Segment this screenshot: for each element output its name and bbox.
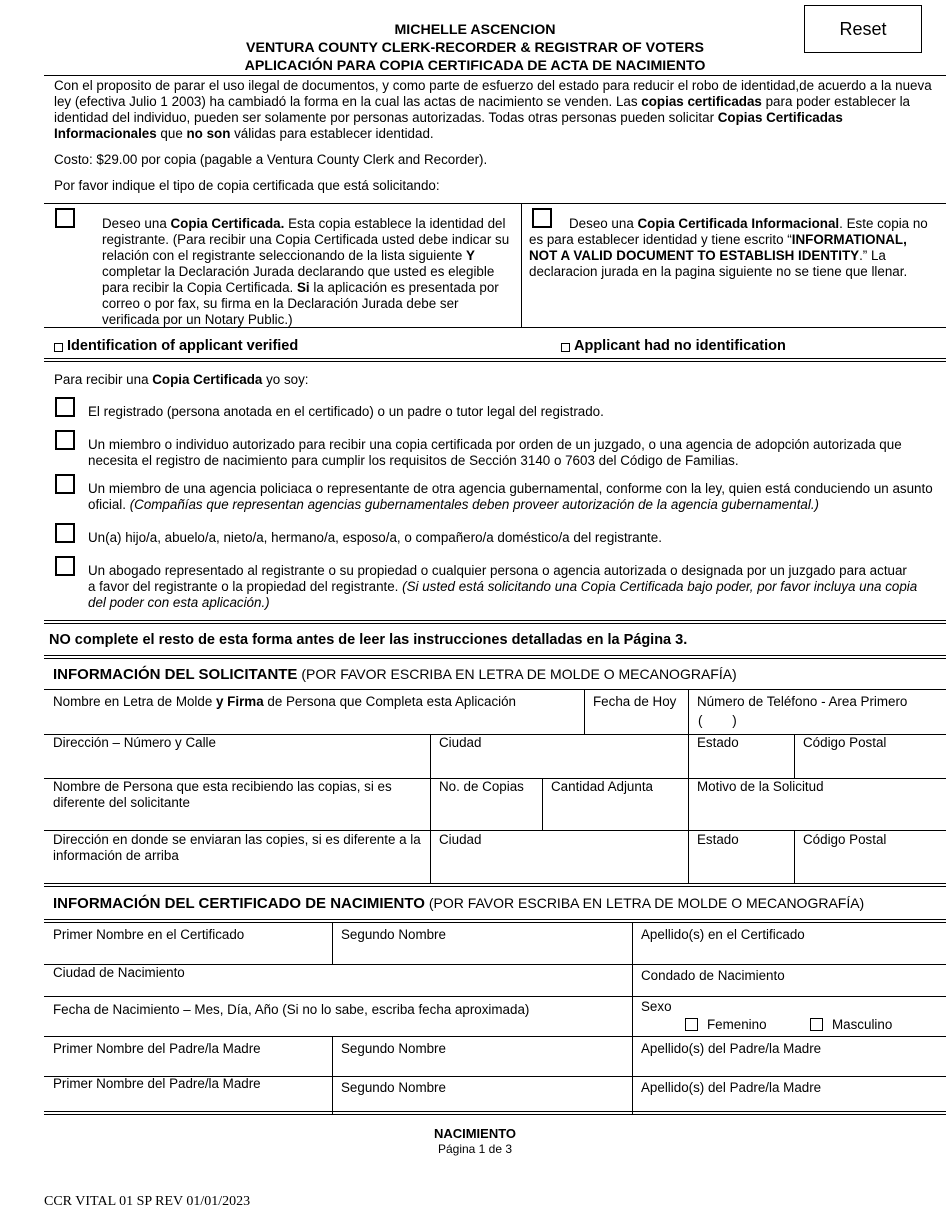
divider: [794, 830, 795, 883]
divider: [44, 1111, 946, 1112]
certified-copy-checkbox[interactable]: [55, 208, 75, 228]
applicant-section-title: INFORMACIÓN DEL SOLICITANTE (POR FAVOR ESCRIBA EN LETRA DE MOLDE O MECANOGRAFÍA): [53, 666, 737, 683]
form-code: CCR VITAL 01 SP REV 01/01/2023: [44, 1194, 251, 1209]
divider: [430, 734, 431, 883]
divider: [44, 658, 946, 659]
amount-label: Cantidad Adjunta: [551, 779, 653, 794]
relationship-attorney-checkbox[interactable]: [55, 556, 75, 576]
birth-county-label: Condado de Nacimiento: [641, 968, 785, 983]
divider: [44, 358, 946, 359]
male-checkbox[interactable]: [810, 1018, 823, 1031]
state-label: Estado: [697, 735, 739, 750]
form-title: APLICACIÓN PARA COPIA CERTIFICADA DE ACTA DE NACIMIENTO: [244, 58, 706, 74]
last-name-label: Apellido(s) en el Certificado: [641, 927, 805, 942]
divider: [44, 689, 946, 690]
divider: [542, 778, 543, 830]
warning-text: NO complete el resto de esta forma antes de leer las instrucciones detalladas en la Página 3.: [49, 632, 688, 648]
relationship-attorney-label: Un abogado representado al registrante o su propiedad o cualquier persona o agencia autorizada o designada por un juzgado para actuar a favor del registrante o la propiedad del registrante. (Si usted está solicitando una Copia Certificada bajo poder, por favor incluya una copia del poder con esta aplicación.): [88, 563, 918, 610]
divider: [44, 886, 946, 887]
page-number: Página 1 de 3: [437, 1142, 513, 1156]
copy-type-instruction: Por favor indique el tipo de copia certificada que está solicitando:: [54, 178, 440, 193]
intro-paragraph: Con el proposito de parar el uso ilegal de documentos, y como parte de esfuerzo del estado para reducir el robo de identidad,de acuerdo a la nueva ley (efectiva Julio 1 2003) ha cambiadó la forma en la cual las actas de nacimiento se venden. Las copias certificadas para poder establecer la identidad del individuo, pueden ser solamente por personas autorizadas. Todas otras personas pueden solicitar Copias Certificadas Informacionales que no son válidas para establecer identidad.: [54, 78, 932, 141]
birth-city-label: Ciudad de Nacimiento: [53, 965, 185, 980]
relationship-court-order-label: Un miembro o individuo autorizado para recibir una copia certificada por orden de un juzgado, o una agencia de adopción autorizada que necesita el registro de nacimiento para cumplir los requisitos de Sección 3140 o 7603 del Código de Familias.: [88, 437, 902, 468]
zip-label: Código Postal: [803, 735, 887, 750]
relationship-family-checkbox[interactable]: [55, 523, 75, 543]
divider: [632, 922, 633, 1114]
divider: [44, 361, 946, 362]
divider: [794, 734, 795, 778]
cost-text: Costo: $29.00 por copia (pagable a Ventura County Clerk and Recorder).: [54, 152, 488, 167]
copies-label: No. de Copias: [439, 779, 524, 794]
divider: [44, 830, 946, 831]
mail-zip-label: Código Postal: [803, 832, 887, 847]
divider: [521, 203, 522, 327]
date-label: Fecha de Hoy: [593, 694, 677, 709]
parent2-first-name-label: Primer Nombre del Padre/la Madre: [53, 1076, 261, 1091]
certified-copy-description: Deseo una Copia Certificada. Esta copia establece la identidad del registrante. (Para recibir una Copia Certificada usted debe indicar su relación con el registrante seleccionando de la lista siguiente Y completar la Declaración Jurada declarando que usted es elegible para recibir la Copia Certificada. Si la aplicación es presentada por correo o por fax, su firma en la Declaración Jurada debe ser verificada por un Notary Public.): [102, 216, 510, 327]
divider: [332, 1036, 333, 1114]
female-label: Femenino: [707, 1017, 767, 1032]
phone-area-code: ( ): [698, 713, 737, 728]
male-label: Masculino: [832, 1017, 893, 1032]
informational-copy-description: Deseo una Copia Certificada Informacional. Este copia no es para establecer identidad y tiene escrito “INFORMATIONAL, NOT A VALID DOCUMENT TO ESTABLISH IDENTITY.” La declaracion jurada en la pagina siguiente no se tiene que llenar.: [529, 216, 928, 279]
reason-label: Motivo de la Solicitud: [697, 779, 824, 794]
recipient-label: Nombre de Persona que esta recibiendo las copias, si es diferente del solicitante: [53, 779, 392, 810]
dob-label: Fecha de Nacimiento – Mes, Día, Año (Si no lo sabe, escriba fecha aproximada): [53, 1002, 530, 1017]
city-label: Ciudad: [439, 735, 482, 750]
parent1-first-name-label: Primer Nombre del Padre/la Madre: [53, 1041, 261, 1056]
divider: [44, 883, 946, 884]
divider: [332, 922, 333, 964]
reset-button[interactable]: Reset: [804, 5, 922, 53]
relationship-registrant-checkbox[interactable]: [55, 397, 75, 417]
divider: [688, 689, 689, 883]
divider: [44, 996, 946, 997]
identification-verified-checkbox[interactable]: [54, 343, 63, 352]
no-identification-checkbox[interactable]: [561, 343, 570, 352]
relationship-court-order-checkbox[interactable]: [55, 430, 75, 450]
divider: [44, 620, 946, 621]
middle-name-label: Segundo Nombre: [341, 927, 446, 942]
agency-officer: MICHELLE ASCENCION: [394, 22, 556, 38]
divider: [44, 203, 946, 204]
divider: [44, 922, 946, 923]
parent1-last-name-label: Apellido(s) del Padre/la Madre: [641, 1041, 822, 1056]
relationship-family-label: Un(a) hijo/a, abuelo/a, nieto/a, hermano/a, esposo/a, o compañero/a doméstico/a del registrante.: [88, 530, 662, 545]
sex-label: Sexo: [641, 999, 672, 1014]
first-name-label: Primer Nombre en el Certificado: [53, 927, 245, 942]
footer-title: NACIMIENTO: [433, 1126, 517, 1141]
applicant-name-label: Nombre en Letra de Molde y Firma de Persona que Completa esta Aplicación: [53, 694, 517, 709]
mail-address-label: Dirección en donde se enviaran las copies, si es diferente a la información de arriba: [53, 832, 421, 863]
divider: [44, 655, 946, 656]
phone-label: Número de Teléfono - Area Primero: [697, 694, 908, 709]
parent2-middle-name-label: Segundo Nombre: [341, 1080, 446, 1095]
divider: [44, 623, 946, 624]
identification-verified-label: Identification of applicant verified: [67, 338, 299, 354]
relationship-law-enforcement-label: Un miembro de una agencia policiaca o representante de otra agencia gubernamental, conforme con la ley, quien está conduciendo un asunto oficial. (Compañías que representan agencias gubernamentales deben proveer autorización de la agencia gubernamental.): [88, 481, 933, 512]
parent1-middle-name-label: Segundo Nombre: [341, 1041, 446, 1056]
divider: [44, 1114, 946, 1115]
agency-name: VENTURA COUNTY CLERK-RECORDER & REGISTRAR OF VOTERS: [246, 40, 704, 56]
mail-city-label: Ciudad: [439, 832, 482, 847]
no-identification-label: Applicant had no identification: [574, 338, 786, 354]
relationship-law-enforcement-checkbox[interactable]: [55, 474, 75, 494]
birth-section-title: INFORMACIÓN DEL CERTIFICADO DE NACIMIENTO (POR FAVOR ESCRIBA EN LETRA DE MOLDE O MECANOGRAFÍA): [53, 895, 865, 912]
relationship-registrant-label: El registrado (persona anotada en el certificado) o un padre o tutor legal del registrado.: [88, 404, 604, 419]
female-checkbox[interactable]: [685, 1018, 698, 1031]
address-label: Dirección – Número y Calle: [53, 735, 216, 750]
divider: [44, 1036, 946, 1037]
divider: [584, 689, 585, 734]
divider: [44, 75, 946, 76]
parent2-last-name-label: Apellido(s) del Padre/la Madre: [641, 1080, 822, 1095]
relationship-intro: Para recibir una Copia Certificada yo soy:: [54, 372, 309, 387]
divider: [44, 919, 946, 920]
mail-state-label: Estado: [697, 832, 739, 847]
